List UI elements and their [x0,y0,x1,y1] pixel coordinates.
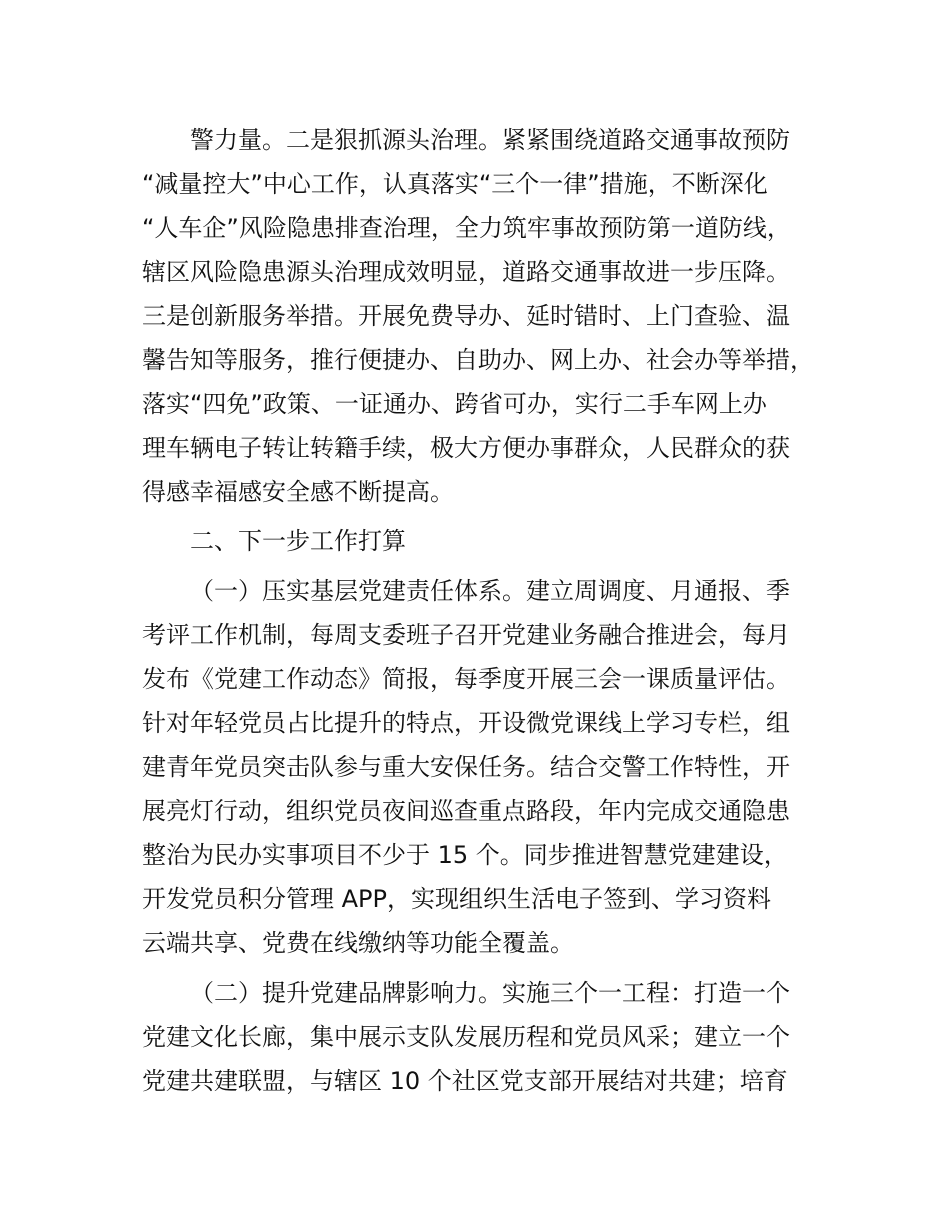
text-line: 展亮灯行动，组织党员夜间巡查重点路段，年内完成交通隐患 [142,797,790,825]
text-line: 发布《党建工作动态》简报，每季度开展三会一课质量评估。 [142,665,790,693]
section-heading: 二、下一步工作打算 [190,527,406,555]
text-line: 建青年党员突击队参与重大安保任务。结合交警工作特性，开 [142,753,790,781]
text-line: （二）提升党建品牌影响力。实施三个一工程：打造一个 [190,979,790,1007]
text-line: 整治为民办实事项目不少于 15 个。同步推进智慧党建建设， [142,841,788,869]
text-line: 理车辆电子转让转籍手续，极大方便办事群众，人民群众的获 [142,434,790,462]
text-line: 警力量。二是狠抓源头治理。紧紧围绕道路交通事故预防 [190,126,790,154]
text-line: 针对年轻党员占比提升的特点，开设微党课线上学习专栏，组 [142,709,790,737]
text-line: “减量控大”中心工作，认真落实“三个一律”措施，不断深化 [142,170,768,198]
text-line: 开发党员积分管理 APP，实现组织生活电子签到、学习资料 [142,885,771,913]
text-line: 党建共建联盟，与辖区 10 个社区党支部开展结对共建；培育 [142,1067,788,1095]
text-line: 党建文化长廊，集中展示支队发展历程和党员风采；建立一个 [142,1023,790,1051]
text-line: 三是创新服务举措。开展免费导办、延时错时、上门查验、温 [142,302,790,330]
text-line: 辖区风险隐患源头治理成效明显，道路交通事故进一步压降。 [142,258,790,286]
text-line: 落实“四免”政策、一证通办、跨省可办，实行二手车网上办 [142,390,767,418]
text-line: 得感幸福感安全感不断提高。 [142,478,454,506]
text-line: 馨告知等服务，推行便捷办、自助办、网上办、社会办等举措， [142,346,814,374]
text-line: 考评工作机制，每周支委班子召开党建业务融合推进会，每月 [142,621,790,649]
text-line: （一）压实基层党建责任体系。建立周调度、月通报、季 [190,577,790,605]
text-line: 云端共享、党费在线缴纳等功能全覆盖。 [142,929,574,957]
text-line: “人车企”风险隐患排查治理，全力筑牢事故预防第一道防线， [142,214,791,242]
